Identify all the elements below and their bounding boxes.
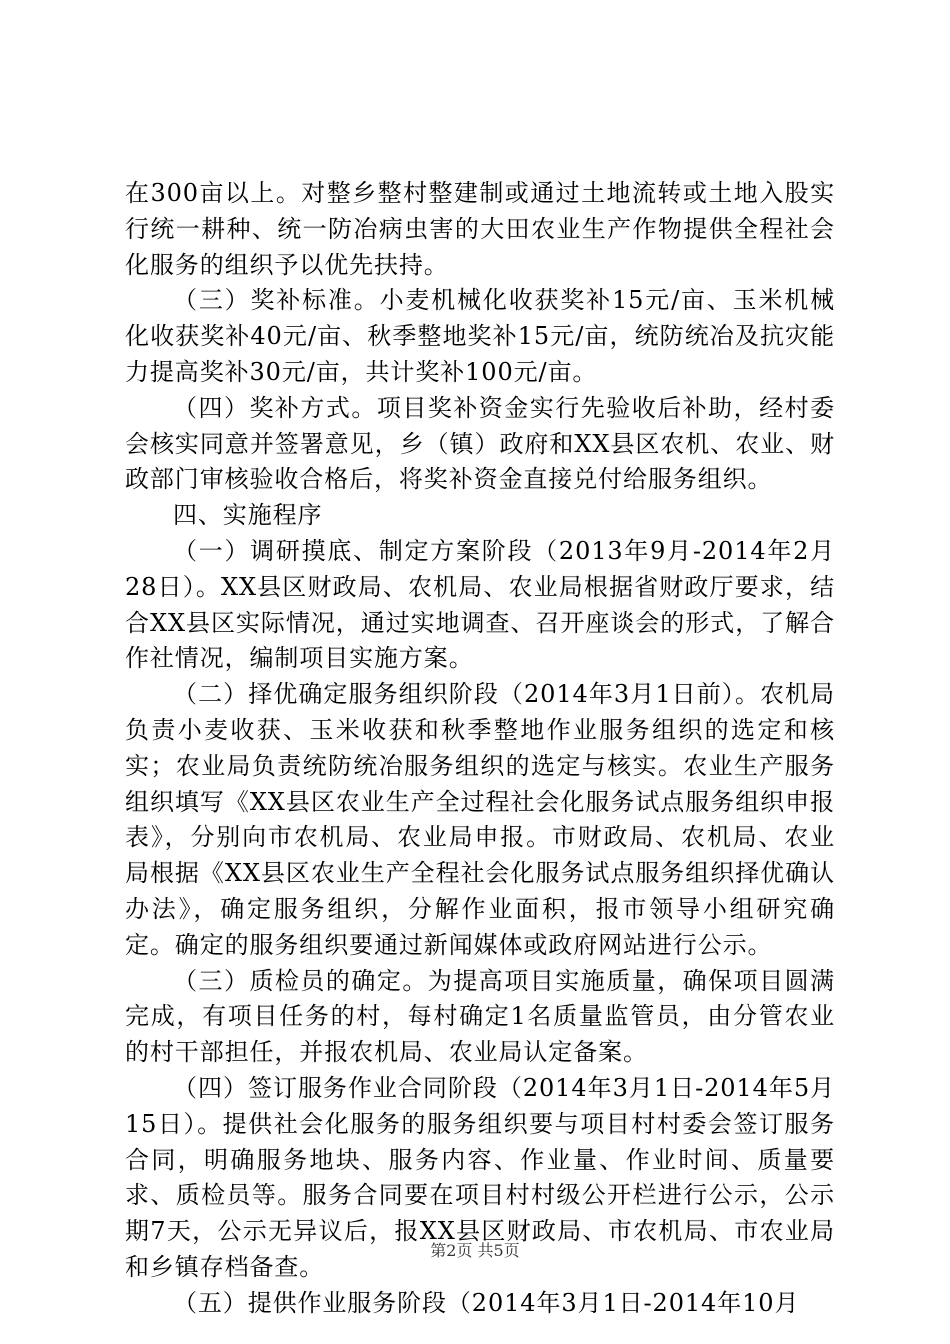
paragraph-continuation: 在300亩以上。对整乡整村整建制或通过土地流转或土地入股实行统一耕种、统一防冶病虫害的大田农业生产作物提供全程社会化服务的组织予以优先扶持。 [125,179,835,279]
paragraph-inspector: （三）质检员的确定。为提高项目实施质量，确保项目圆满完成，有项目任务的村，每村确定1名质量监管员，由分管农业的村干部担任，并报农机局、农业局认定备案。 [125,966,835,1067]
paragraph-subsidy-method: （四）奖补方式。项目奖补资金实行先验收后补助，经村委会核实同意并签署意见，乡（镇）政府和XX县区农机、农业、财政部门审核验收合格后，将奖补资金直接兑付给服务组织。 [125,393,835,494]
section-heading-implementation: 四、实施程序 [173,501,323,530]
paragraph-stage-service: （五）提供作业服务阶段（2014年3月1日-2014年10月 [173,1288,800,1317]
paragraph-stage-selection: （二）择优确定服务组织阶段（2014年3月1日前）。农机局负责小麦收获、玉米收获和秋季整地作业服务组织的选定和核实；农业局负责统防统冶服务组织的选定与核实。农业生产服务组织填写《XX县区农业生产全过程社会化服务试点服务组织申报表》，分别向市农机局、农业局申报。市财政局、农机局、农业局根据《XX县区农业生产全程社会化服务试点服务组织择优确认办法》，确定服务组织，分解作业面积，报市领导小组研究确定。确定的服务组织要通过新闻媒体或政府网站进行公示。 [125,680,835,959]
page-footer: 第2页 共5页 [430,1241,520,1260]
paragraph-stage-research: （一）调研摸底、制定方案阶段（2013年9月-2014年2月28日）。XX县区财政局、农机局、农业局根据省财政厅要求，结合XX县区实际情况，通过实地调查、召开座谈会的形式，了解合作社情况，编制项目实施方案。 [125,536,835,673]
paragraph-stage-contract: （四）签订服务作业合同阶段（2014年3月1日-2014年5月15日）。提供社会化服务的服务组织要与项目村村委会签订服务合同，明确服务地块、服务内容、作业量、作业时间、质量要求、质检员等。服务合同要在项目村村级公开栏进行公示，公示期7天，公示无异议后，报XX县区财政局、市农机局、市农业局和乡镇存档备查。 [125,1073,835,1281]
document-body [125,176,835,1322]
paragraph-subsidy-standard: （三）奖补标准。小麦机械化收获奖补15元/亩、玉米机械化收获奖补40元/亩、秋季整地奖补15元/亩，统防统冶及抗灾能力提高奖补30元/亩，共计奖补100元/亩。 [125,286,835,386]
